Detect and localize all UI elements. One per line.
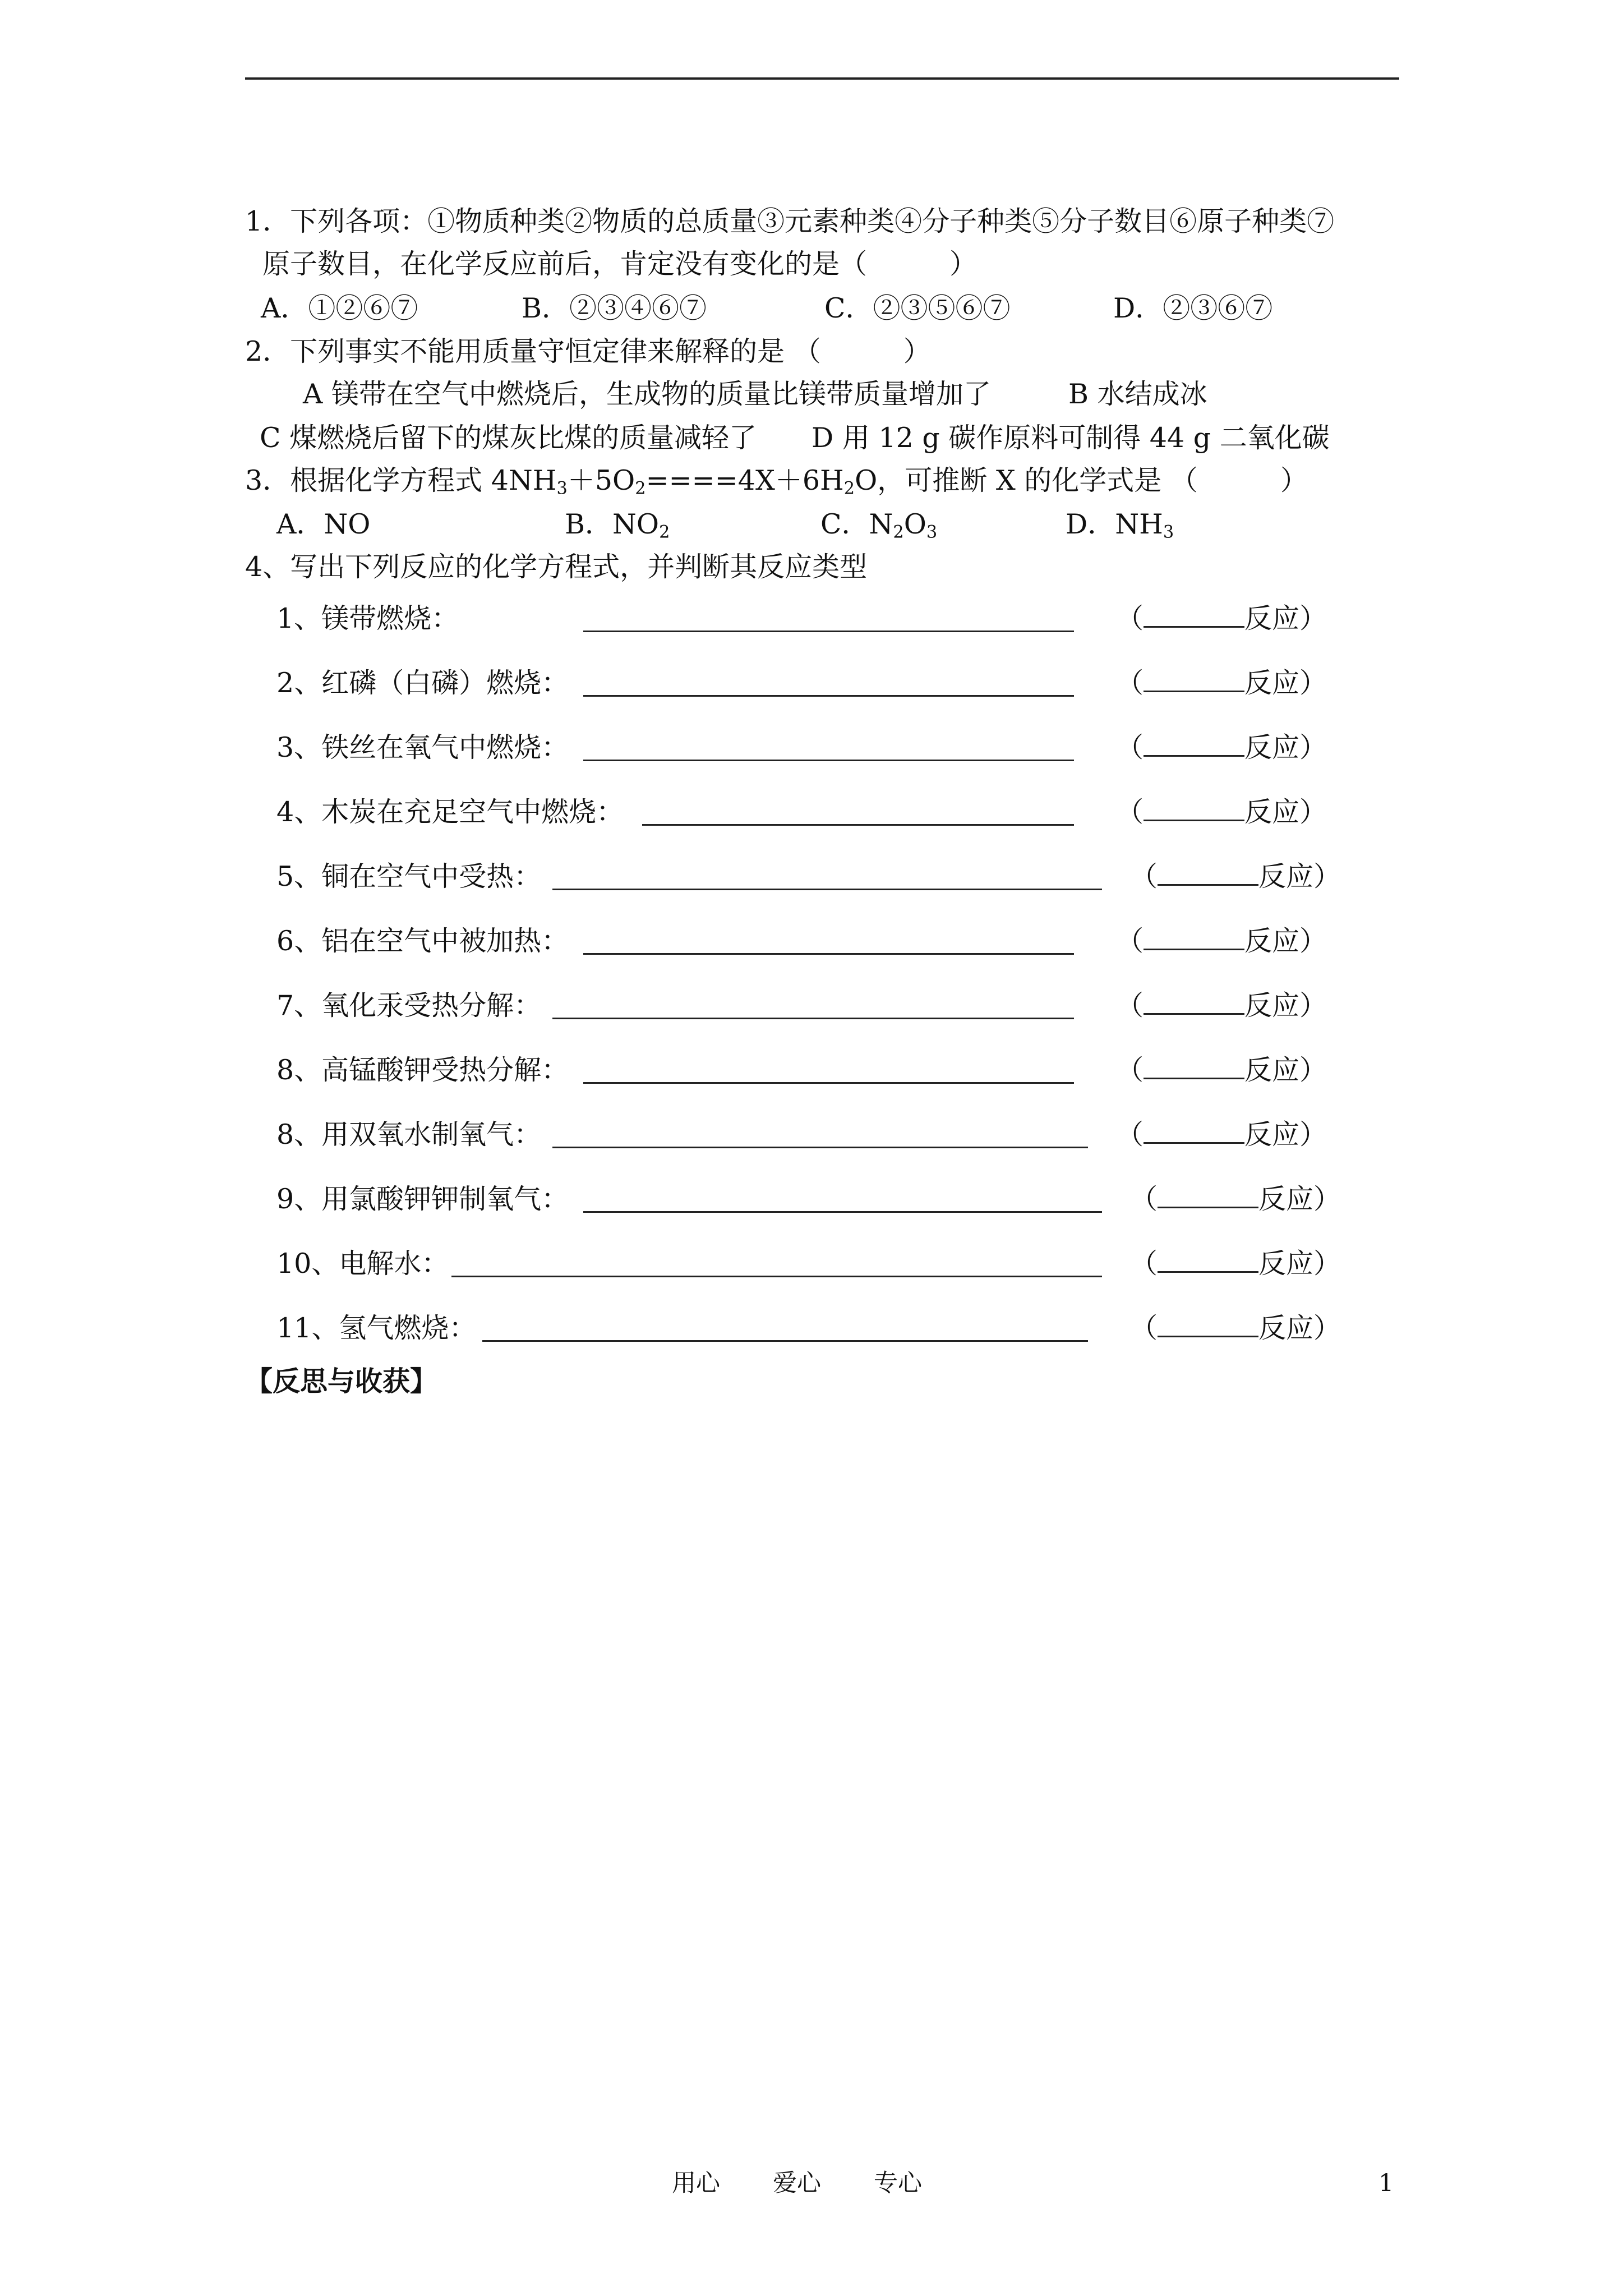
q1-option-d: D．②③⑥⑦	[1113, 292, 1273, 324]
reaction-word: 反应）	[1244, 602, 1327, 634]
reaction-type-field	[1116, 728, 1327, 767]
reaction-item-label: 5、铜在空气中受热：	[276, 861, 542, 892]
footer-motto-3: 专心	[874, 2169, 922, 2197]
reaction-type-blank[interactable]	[1144, 601, 1244, 628]
reaction-type-blank[interactable]	[1144, 730, 1244, 757]
reaction-type-field	[1116, 1115, 1327, 1154]
q1-option-c: C．②③⑤⑥⑦	[824, 292, 1011, 324]
reflection-heading: 【反思与收获】	[245, 1365, 438, 1397]
reaction-item-label: 2、红磷（白磷）燃烧：	[276, 667, 569, 699]
open-paren: （	[1116, 731, 1144, 763]
reaction-type-blank[interactable]	[1158, 1311, 1258, 1337]
reaction-type-blank[interactable]	[1144, 1117, 1244, 1144]
reaction-word: 反应）	[1258, 1183, 1341, 1215]
reaction-item-label: 7、氧化汞受热分解：	[276, 990, 542, 1022]
reaction-type-blank[interactable]	[1144, 666, 1244, 692]
equation-blank[interactable]	[552, 1018, 1074, 1019]
reaction-word: 反应）	[1258, 861, 1341, 892]
reaction-word: 反应）	[1244, 667, 1327, 699]
reaction-item-label: 10、电解水：	[276, 1248, 449, 1280]
reaction-type-blank[interactable]	[1144, 924, 1244, 950]
reaction-item-label: 8、高锰酸钾受热分解：	[276, 1054, 569, 1086]
reaction-type-blank[interactable]	[1158, 1182, 1258, 1208]
reaction-type-field	[1116, 1051, 1327, 1090]
reaction-item-label: 9、用氯酸钾钾制氧气：	[276, 1183, 569, 1215]
open-paren: （	[1130, 1312, 1158, 1344]
q1-line2: 原子数目，在化学反应前后，肯定没有变化的是（ ）	[262, 248, 978, 280]
reaction-type-field	[1116, 986, 1327, 1025]
reaction-word: 反应）	[1244, 925, 1327, 957]
q2-stem: 2．下列事实不能用质量守恒定律来解释的是 （ ）	[245, 335, 931, 367]
q2-option-b: B 水结成冰	[1068, 378, 1207, 410]
q2-option-d: D 用 12 g 碳作原料可制得 44 g 二氧化碳	[811, 422, 1330, 454]
reaction-type-blank[interactable]	[1144, 795, 1244, 821]
open-paren: （	[1116, 1054, 1144, 1086]
reaction-word: 反应）	[1244, 1054, 1327, 1086]
footer-motto-1: 用心	[672, 2169, 720, 2197]
reaction-word: 反应）	[1244, 1119, 1327, 1151]
reaction-type-field	[1116, 922, 1327, 961]
reaction-word: 反应）	[1258, 1312, 1341, 1344]
footer-motto-2: 爱心	[773, 2169, 821, 2197]
q3-stem: 3．根据化学方程式 $4NH_3+5O_2====4X+6H_2O$，可推断 X 的化学式是 （ ）	[245, 464, 1308, 499]
reaction-type-field	[1130, 1180, 1341, 1219]
equation-blank[interactable]	[552, 1147, 1088, 1148]
equation-blank[interactable]	[552, 889, 1102, 890]
open-paren: （	[1130, 1183, 1158, 1215]
reaction-type-field	[1130, 857, 1341, 896]
reaction-word: 反应）	[1244, 990, 1327, 1022]
reaction-type-field	[1116, 599, 1327, 638]
reaction-type-field	[1130, 1244, 1341, 1283]
reaction-type-blank[interactable]	[1158, 859, 1258, 886]
reaction-item-label: 6、铝在空气中被加热：	[276, 925, 569, 957]
open-paren: （	[1130, 1248, 1158, 1280]
reaction-word: 反应）	[1244, 796, 1327, 828]
reaction-word: 反应）	[1258, 1248, 1341, 1280]
reaction-item-label: 1、镁带燃烧：	[276, 602, 459, 634]
reaction-item-label: 11、氢气燃烧：	[276, 1312, 477, 1344]
reaction-type-field	[1130, 1309, 1341, 1348]
q1-option-a: A．①②⑥⑦	[261, 292, 418, 324]
reaction-type-blank[interactable]	[1144, 988, 1244, 1015]
open-paren: （	[1116, 1119, 1144, 1151]
reaction-type-field	[1116, 664, 1327, 703]
equation-blank[interactable]	[583, 1211, 1102, 1213]
q3-option-d: D．$NH_3$	[1066, 508, 1174, 542]
q3-option-c: C．$N_2O_3$	[820, 508, 938, 542]
page-number: 1	[1378, 2169, 1394, 2197]
reaction-item-label: 4、木炭在充足空气中燃烧：	[276, 796, 624, 828]
q3-option-a: A．NO	[276, 508, 371, 540]
open-paren: （	[1116, 796, 1144, 828]
equation-blank[interactable]	[482, 1340, 1088, 1342]
equation-blank[interactable]	[583, 760, 1074, 761]
open-paren: （	[1116, 925, 1144, 957]
q3-option-b: B．$NO_2$	[565, 508, 670, 542]
open-paren: （	[1130, 861, 1158, 892]
q2-option-c: C 煤燃烧后留下的煤灰比煤的质量减轻了	[260, 422, 757, 454]
q1-line1: 1．下列各项：①物质种类②物质的总质量③元素种类④分子种类⑤分子数目⑥原子种类⑦	[245, 205, 1335, 237]
reaction-item-label: 3、铁丝在氧气中燃烧：	[276, 731, 569, 763]
equation-blank[interactable]	[451, 1276, 1102, 1277]
open-paren: （	[1116, 990, 1144, 1022]
open-paren: （	[1116, 667, 1144, 699]
open-paren: （	[1116, 602, 1144, 634]
reaction-item-label: 8、用双氧水制氧气：	[276, 1119, 542, 1151]
header-rule	[245, 77, 1399, 80]
equation-blank[interactable]	[642, 824, 1074, 826]
reaction-type-blank[interactable]	[1144, 1053, 1244, 1079]
reaction-type-blank[interactable]	[1158, 1246, 1258, 1273]
reaction-word: 反应）	[1244, 731, 1327, 763]
equation-blank[interactable]	[583, 695, 1074, 697]
equation-blank[interactable]	[583, 1082, 1074, 1084]
q2-option-a: A 镁带在空气中燃烧后，生成物的质量比镁带质量增加了	[303, 378, 991, 410]
equation-blank[interactable]	[583, 631, 1074, 632]
q4-stem: 4、写出下列反应的化学方程式，并判断其反应类型	[245, 551, 868, 583]
equation-blank[interactable]	[583, 953, 1074, 955]
reaction-type-field	[1116, 793, 1327, 832]
q1-option-b: B．②③④⑥⑦	[522, 292, 707, 324]
